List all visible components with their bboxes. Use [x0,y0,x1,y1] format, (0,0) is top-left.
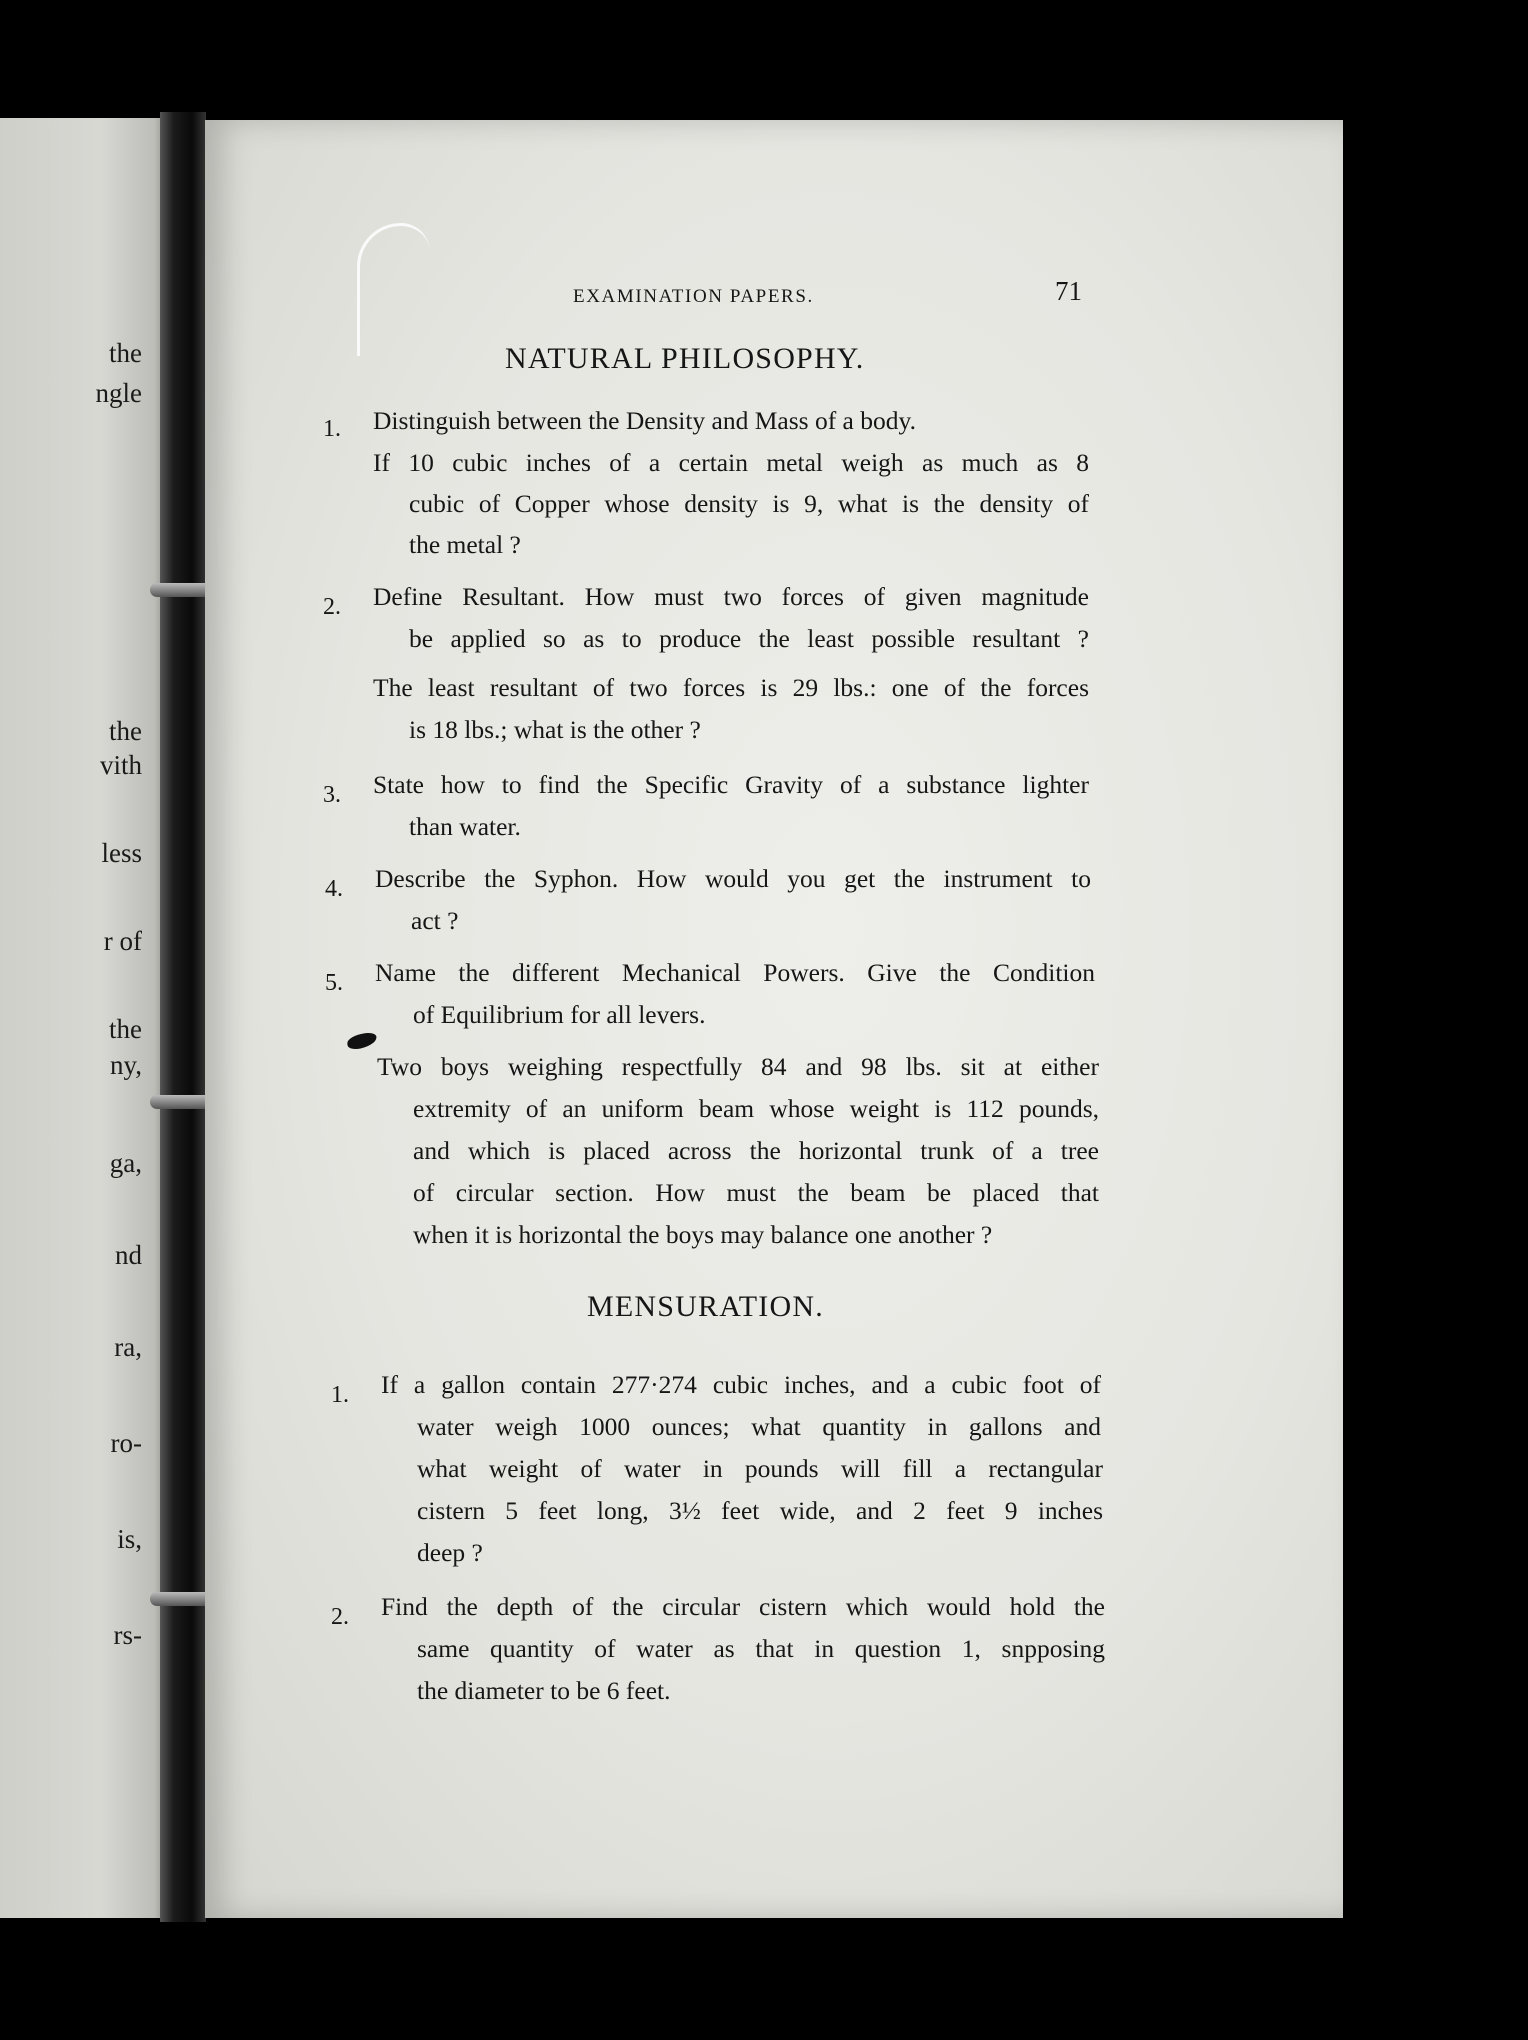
question-text-line: of Equilibrium for all levers. [413,1000,706,1029]
question-text-line: of circular section. How must the beam be placed that [413,1178,1099,1207]
question-text-line: Find the depth of the circular cistern which would hold the [381,1592,1105,1621]
left-page-fragment: r of [103,926,142,956]
question-text-line: and which is placed across the horizontal trunk of a tree [413,1136,1099,1165]
left-page-fragment: the [109,338,142,368]
left-page-fragment: is, [117,1524,142,1554]
question-text-line: be applied so as to produce the least possible resultant ? [409,624,1089,653]
running-head: EXAMINATION PAPERS. [573,286,814,307]
left-page-fragment: ny, [110,1050,142,1080]
question-text-line: Describe the Syphon. How would you get the instrument to [375,864,1091,893]
section-heading-mensuration: MENSURATION. [587,1290,824,1323]
question-text-line: Two boys weighing respectfully 84 and 98 lbs. sit at either [377,1052,1099,1081]
question-text-line: The least resultant of two forces is 29 lbs.: one of the forces [373,673,1089,702]
question-number: 4. [325,876,343,902]
question-text-line: cistern 5 feet long, 3½ feet wide, and 2 feet 9 inches [417,1496,1103,1525]
book-spine [160,112,206,1922]
question-text-line: cubic of Copper whose density is 9, what is the density of [409,489,1089,518]
question-text-line: the diameter to be 6 feet. [417,1676,671,1705]
question-number: 1. [323,416,341,442]
question-number: 2. [323,594,341,620]
left-page-fragment: rs- [113,1620,142,1650]
question-text-line: If 10 cubic inches of a certain metal weigh as much as 8 [373,448,1089,477]
question-text-line: water weigh 1000 ounces; what quantity in gallons and [417,1412,1101,1441]
question-number: 2. [331,1604,349,1630]
page-number: 71 [1055,276,1082,306]
printed-page [205,120,1343,1918]
question-text-line: State how to find the Specific Gravity of a substance lighter [373,770,1089,799]
left-page-fragment: vith [99,750,142,780]
question-text-line: act ? [411,906,459,935]
question-text-line: Distinguish between the Density and Mass of a body. [373,406,916,435]
question-text-line: extremity of an uniform beam whose weight is 112 pounds, [413,1094,1099,1123]
left-page-fragment: less [101,838,142,868]
question-text-line: than water. [409,812,521,841]
binding-stitch [150,583,212,597]
left-facing-page [0,118,168,1918]
left-page-fragment: the [109,1014,142,1044]
question-text-line: is 18 lbs.; what is the other ? [409,715,701,744]
question-number: 1. [331,1382,349,1408]
left-page-fragment: ngle [95,378,142,408]
margin-mark [357,223,430,356]
section-heading-natural-philosophy: NATURAL PHILOSOPHY. [505,342,865,375]
binding-stitch [150,1592,212,1606]
left-page-fragment: the [109,716,142,746]
left-page-fragment: ro- [110,1428,142,1458]
left-page-fragment: ra, [114,1332,142,1362]
question-number: 5. [325,970,343,996]
binding-stitch [150,1095,212,1109]
question-text-line: same quantity of water as that in question 1, snpposing [417,1634,1105,1663]
question-text-line: Name the different Mechanical Powers. Give the Condition [375,958,1095,987]
ink-blot-mark [346,1031,378,1051]
question-number: 3. [323,782,341,808]
question-text-line: If a gallon contain 277·274 cubic inches, and a cubic foot of [381,1370,1101,1399]
question-text-line: deep ? [417,1538,483,1567]
question-text-line: Define Resultant. How must two forces of given magnitude [373,582,1089,611]
question-text-line: when it is horizontal the boys may balance one another ? [413,1220,993,1249]
left-page-fragment: nd [115,1240,142,1270]
left-page-fragment: ga, [109,1148,142,1178]
question-text-line: what weight of water in pounds will fill a rectangular [417,1454,1103,1483]
question-text-line: the metal ? [409,530,521,559]
